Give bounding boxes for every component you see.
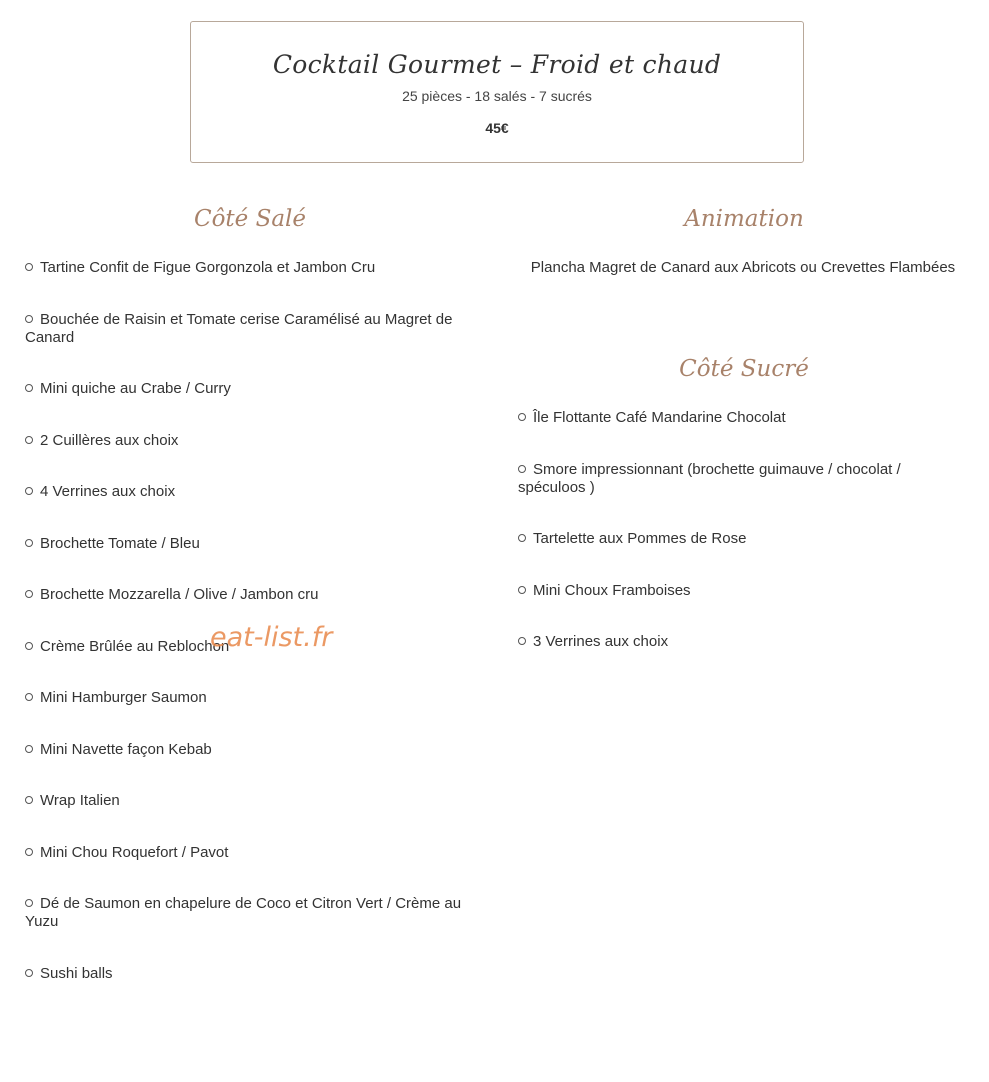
list-item: Mini Hamburger Saumon [25, 689, 480, 707]
list-item: Smore impressionnant (brochette guimauve / chocolat / spéculoos ) [518, 460, 901, 496]
circle-bullet-icon [25, 796, 33, 804]
circle-bullet-icon [25, 642, 33, 650]
list-item: Wrap Italien [25, 792, 480, 810]
circle-bullet-icon [25, 315, 33, 323]
list-item: Mini Chou Roquefort / Pavot [25, 844, 480, 862]
list-item: Mini quiche au Crabe / Curry [25, 380, 480, 398]
menu-header-box [190, 21, 804, 163]
circle-bullet-icon [25, 487, 33, 495]
circle-bullet-icon [25, 263, 33, 271]
circle-bullet-icon [518, 586, 526, 594]
circle-bullet-icon [518, 637, 526, 645]
list-item: 3 Verrines aux choix [518, 633, 958, 651]
heading-cote-sucre: Côté Sucré [679, 356, 809, 382]
circle-bullet-icon [25, 539, 33, 547]
circle-bullet-icon [25, 693, 33, 701]
heading-cote-sale: Côté Salé [193, 206, 307, 232]
menu-price: 45€ [485, 120, 509, 136]
list-item: Tartelette aux Pommes de Rose [518, 530, 958, 548]
circle-bullet-icon [25, 384, 33, 392]
menu-title: Cocktail Gourmet – Froid et chaud [272, 50, 722, 79]
list-item: Crème Brûlée au Reblochon [25, 638, 480, 656]
sale-item-list [25, 259, 480, 1016]
menu-subtitle: 25 pièces - 18 salés - 7 sucrés [402, 88, 592, 104]
list-item: Mini Choux Framboises [518, 582, 958, 600]
list-item: Bouchée de Raisin et Tomate cerise Caramélisé au Magret de Canard [25, 310, 453, 346]
circle-bullet-icon [25, 969, 33, 977]
animation-description: Plancha Magret de Canard aux Abricots ou Crevettes Flambées [530, 259, 956, 276]
list-item: Île Flottante Café Mandarine Chocolat [518, 409, 958, 427]
list-item: Brochette Mozzarella / Olive / Jambon cru [25, 586, 480, 604]
list-item: Dé de Saumon en chapelure de Coco et Citron Vert / Crème au Yuzu [25, 895, 462, 930]
circle-bullet-icon [25, 436, 33, 444]
circle-bullet-icon [25, 899, 33, 907]
list-item: Tartine Confit de Figue Gorgonzola et Jambon Cru [25, 259, 480, 277]
circle-bullet-icon [518, 465, 526, 473]
circle-bullet-icon [25, 745, 33, 753]
circle-bullet-icon [25, 848, 33, 856]
list-item: Mini Navette façon Kebab [25, 741, 480, 759]
list-item: 2 Cuillères aux choix [25, 432, 480, 450]
circle-bullet-icon [518, 534, 526, 542]
list-item: Sushi balls [25, 965, 480, 983]
circle-bullet-icon [518, 413, 526, 421]
list-item: 4 Verrines aux choix [25, 483, 480, 501]
heading-animation: Animation [684, 206, 804, 232]
list-item: Brochette Tomate / Bleu [25, 535, 480, 553]
watermark: eat-list.fr [210, 622, 333, 653]
sucre-item-list [518, 409, 958, 685]
circle-bullet-icon [25, 590, 33, 598]
